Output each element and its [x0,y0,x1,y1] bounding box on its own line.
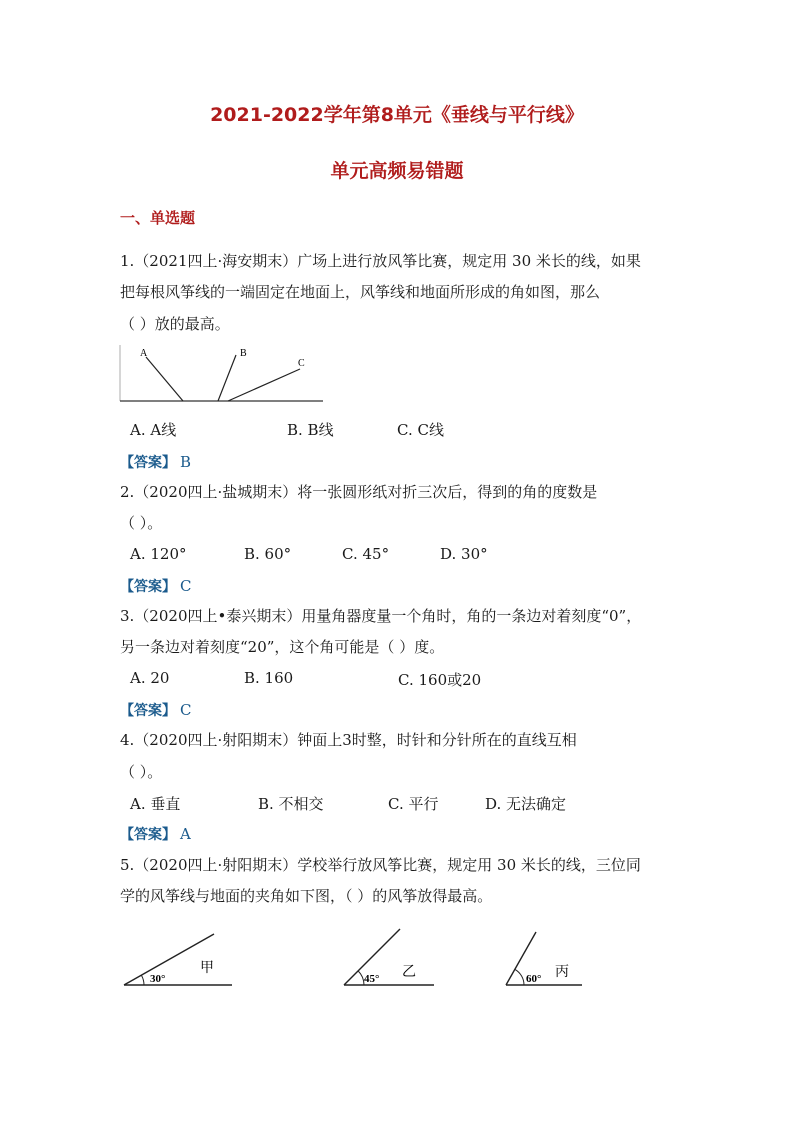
q1-line3: （ ）放的最高。 [120,315,230,333]
answer-value: A [180,825,191,843]
q1-option-b: B. B线 [287,421,334,439]
answer-value: C [180,701,192,719]
q4-option-b: B. 不相交 [258,795,324,813]
document-title-line1: 2021-2022学年第8单元《垂线与平行线》 [210,104,584,126]
q4-answer [120,824,191,844]
q2-option-a: A. 120° [130,545,187,563]
line-a [146,357,183,401]
q5-figure-yi [338,924,438,990]
q2-line1: 2.（2020四上·盐城期末）将一张圆形纸对折三次后，得到的角的度数是 [120,483,598,501]
q1-line2: 把每根风筝线的一端固定在地面上，风筝线和地面所形成的角如图，那么 [120,283,601,301]
q3-answer [120,700,191,720]
q3-option-a: A. 20 [130,669,170,687]
q2-option-b: B. 60° [244,545,292,563]
answer-value: B [180,453,192,471]
student-name: 乙 [402,965,416,980]
q4-option-d: D. 无法确定 [485,795,567,813]
answer-label: 【答案】 [120,827,176,843]
document-title-line2: 单元高频易错题 [330,160,464,182]
q4-line2: （ ）。 [120,763,163,781]
label-b: B [240,348,247,359]
q3-line2: 另一条边对着刻度“20”，这个角可能是（ ）度。 [120,638,445,656]
student-name: 甲 [200,961,214,976]
q2-option-d: D. 30° [440,545,488,563]
q4-line1: 4.（2020四上·射阳期末）钟面上3时整，时针和分针所在的直线互相 [120,731,577,749]
line-c [228,369,300,401]
kite-line [124,934,214,985]
q3-option-c: C. 160或20 [398,671,482,689]
q2-answer [120,576,191,596]
line-b [218,355,236,401]
q4-option-c: C. 平行 [388,795,439,813]
q3-line1: 3.（2020四上•泰兴期末）用量角器度量一个角时，角的一条边对着刻度“0”， [120,607,642,625]
q1-answer [120,452,191,472]
label-c: C [298,358,305,369]
q5-line2: 学的风筝线与地面的夹角如下图，（ ）的风筝放得最高。 [120,887,493,905]
q1-option-c: C. C线 [397,421,444,439]
angle-label: 45° [364,973,380,985]
answer-value: C [180,577,192,595]
q1-line1: 1.（2021四上·海安期末）广场上进行放风筝比赛，规定用 30 米长的线，如果 [120,252,641,270]
answer-label: 【答案】 [120,703,176,719]
angle-arc [515,969,524,985]
angle-label: 30° [150,973,166,985]
angle-label: 60° [526,973,542,985]
q4-option-a: A. 垂直 [130,795,181,813]
q1-kite-lines-figure [118,343,328,405]
answer-label: 【答案】 [120,455,176,471]
q1-option-a: A. A线 [130,421,177,439]
q5-line1: 5.（2020四上·射阳期末）学校举行放风筝比赛，规定用 30 米长的线，三位同 [120,856,641,874]
angle-arc [141,975,144,985]
label-a: A [140,348,148,359]
student-name: 丙 [555,965,569,980]
answer-label: 【答案】 [120,579,176,595]
section-heading: 一、单选题 [120,209,196,227]
q2-option-c: C. 45° [342,545,390,563]
q3-option-b: B. 160 [244,669,294,687]
q5-figure-bing [500,926,590,990]
q5-figure-jia [118,928,238,990]
q2-line2: （ ）。 [120,514,163,532]
